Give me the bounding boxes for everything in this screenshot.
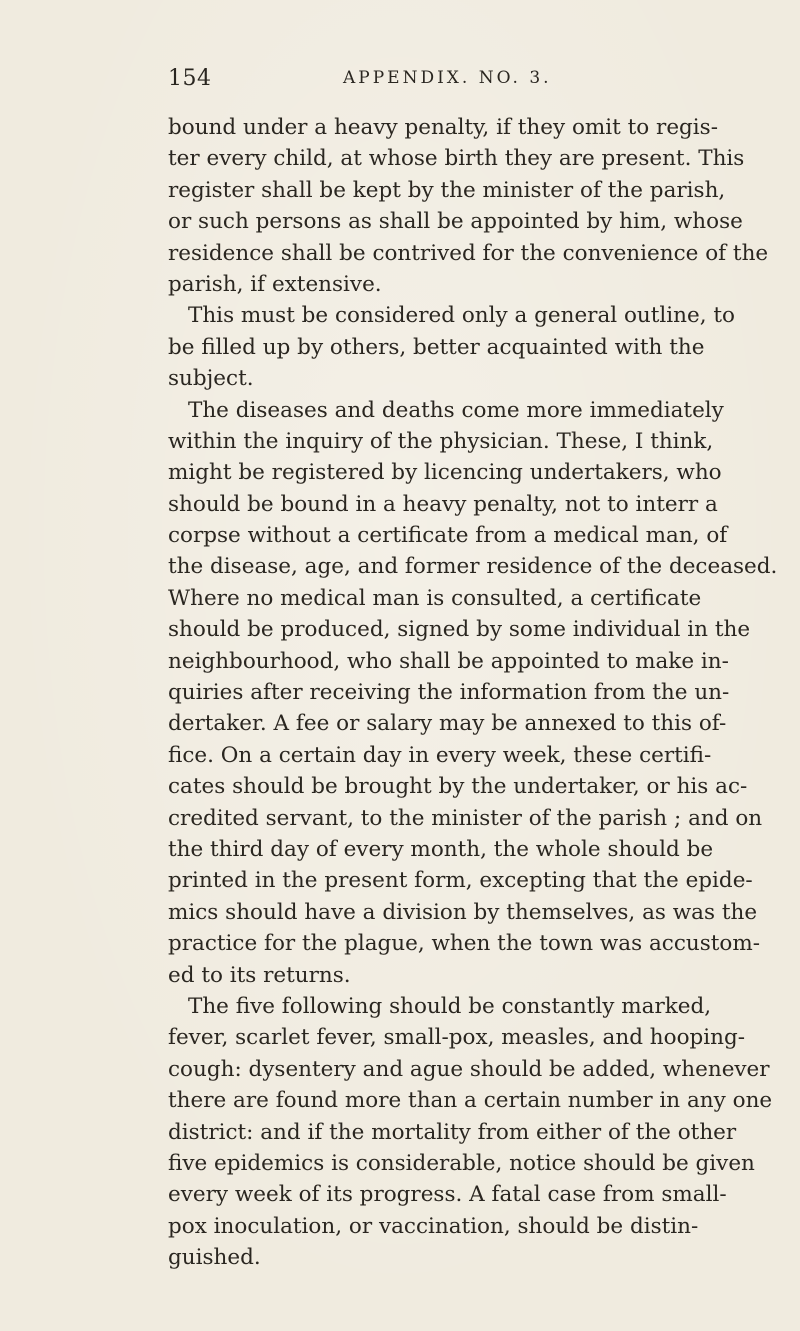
text-line: ter every child, at whose birth they are present. This: [168, 146, 745, 172]
page-number: 154: [168, 66, 212, 91]
text-line: fever, scarlet fever, small-pox, measles, and hooping-: [168, 1025, 746, 1051]
text-line: within the inquiry of the physician. These, I think,: [168, 428, 714, 454]
paragraph-start-line: The five following should be constantly marked,: [188, 993, 712, 1019]
text-line: Where no medical man is consulted, a certificate: [168, 585, 702, 611]
text-line: every week of its progress. A fatal case from small-: [168, 1182, 727, 1208]
text-line: residence shall be contrived for the convenience of the: [168, 240, 769, 266]
text-line: might be registered by licencing undertakers, who: [168, 460, 722, 486]
text-line: credited servant, to the minister of the parish ; and on: [168, 805, 763, 831]
text-line: the third day of every month, the whole should be: [168, 836, 714, 862]
running-head: APPENDIX. NO. 3.: [343, 68, 552, 88]
text-line: guished.: [168, 1245, 261, 1271]
paragraph-start-line: This must be considered only a general outline, to: [188, 303, 735, 329]
text-line: there are found more than a certain number in any one: [168, 1088, 773, 1114]
text-line: cough: dysentery and ague should be added, whenever: [168, 1056, 770, 1082]
paragraph-start-line: The diseases and deaths come more immediately: [188, 397, 724, 423]
body-text: [168, 112, 778, 1273]
text-line: should be bound in a heavy penalty, not to interr a: [168, 491, 718, 517]
text-line: should be produced, signed by some individual in the: [168, 617, 751, 643]
text-line: neighbourhood, who shall be appointed to make in-: [168, 648, 729, 674]
text-line: quiries after receiving the information from the un-: [168, 680, 730, 706]
text-line: ed to its returns.: [168, 962, 351, 988]
text-line: or such persons as shall be appointed by him, whose: [168, 209, 743, 235]
text-line: pox inoculation, or vaccination, should be distin-: [168, 1213, 699, 1239]
text-line: five epidemics is considerable, notice should be given: [168, 1150, 755, 1176]
text-line: the disease, age, and former residence of the deceased.: [168, 554, 778, 580]
text-line: fice. On a certain day in every week, these certifi-: [168, 742, 712, 768]
text-line: bound under a heavy penalty, if they omit to regis-: [168, 115, 718, 140]
page-header: [168, 66, 688, 96]
text-line: district: and if the mortality from either of the other: [168, 1119, 737, 1145]
text-line: practice for the plague, when the town was accustom-: [168, 931, 761, 957]
text-line: register shall be kept by the minister of the parish,: [168, 177, 726, 203]
text-line: be filled up by others, better acquainted with the: [168, 334, 705, 360]
text-line: cates should be brought by the undertaker, or his ac-: [168, 774, 748, 800]
text-line: mics should have a division by themselves, as was the: [168, 899, 758, 925]
text-line: printed in the present form, excepting that the epide-: [168, 868, 753, 894]
text-line: corpse without a certificate from a medical man, of: [168, 523, 728, 549]
text-line: dertaker. A fee or salary may be annexed to this of-: [168, 711, 727, 737]
text-line: parish, if extensive.: [168, 271, 382, 297]
text-line: subject.: [168, 366, 254, 392]
